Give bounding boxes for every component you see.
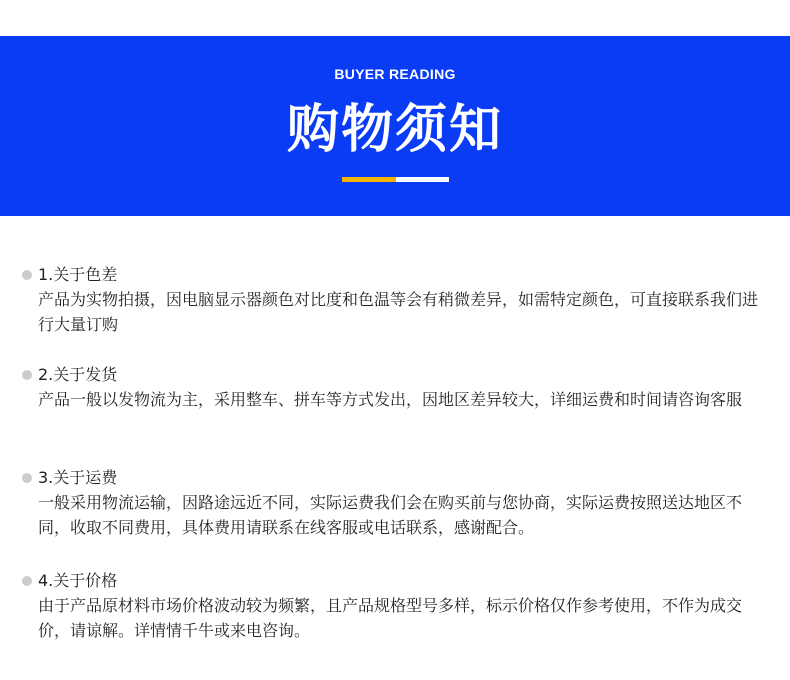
bullet-dot-icon	[22, 270, 32, 280]
note-heading: 1.关于色差	[38, 265, 118, 284]
note-body: 由于产品原材料市场价格波动较为频繁，且产品规格型号多样，标示价格仅作参考使用，不作为成交价，请谅解。详情情千牛或来电咨询。	[38, 596, 743, 640]
note-heading: 4.关于价格	[38, 571, 118, 590]
note-heading: 2.关于发货	[38, 365, 118, 384]
note-body: 产品一般以发物流为主，采用整车、拼车等方式发出，因地区差异较大，详细运费和时间请咨询客服	[38, 390, 743, 409]
banner-title: 购物须知	[286, 100, 503, 160]
bullet-dot-icon	[22, 576, 32, 586]
bullet-dot-icon	[22, 370, 32, 380]
title-underline-white	[396, 177, 449, 182]
note-body: 产品为实物拍摄，因电脑显示器颜色对比度和色温等会有稍微差异，如需特定颜色，可直接联系我们进行大量订购	[38, 290, 759, 334]
title-underline-yellow	[342, 177, 396, 182]
banner-subtitle: BUYER READING	[334, 66, 456, 82]
header-banner	[0, 36, 790, 216]
bullet-dot-icon	[22, 473, 32, 483]
note-heading: 3.关于运费	[38, 468, 118, 487]
note-body: 一般采用物流运输，因路途远近不同，实际运费我们会在购买前与您协商，实际运费按照送达地区不同，收取不同费用，具体费用请联系在线客服或电话联系，感谢配合。	[38, 493, 743, 537]
